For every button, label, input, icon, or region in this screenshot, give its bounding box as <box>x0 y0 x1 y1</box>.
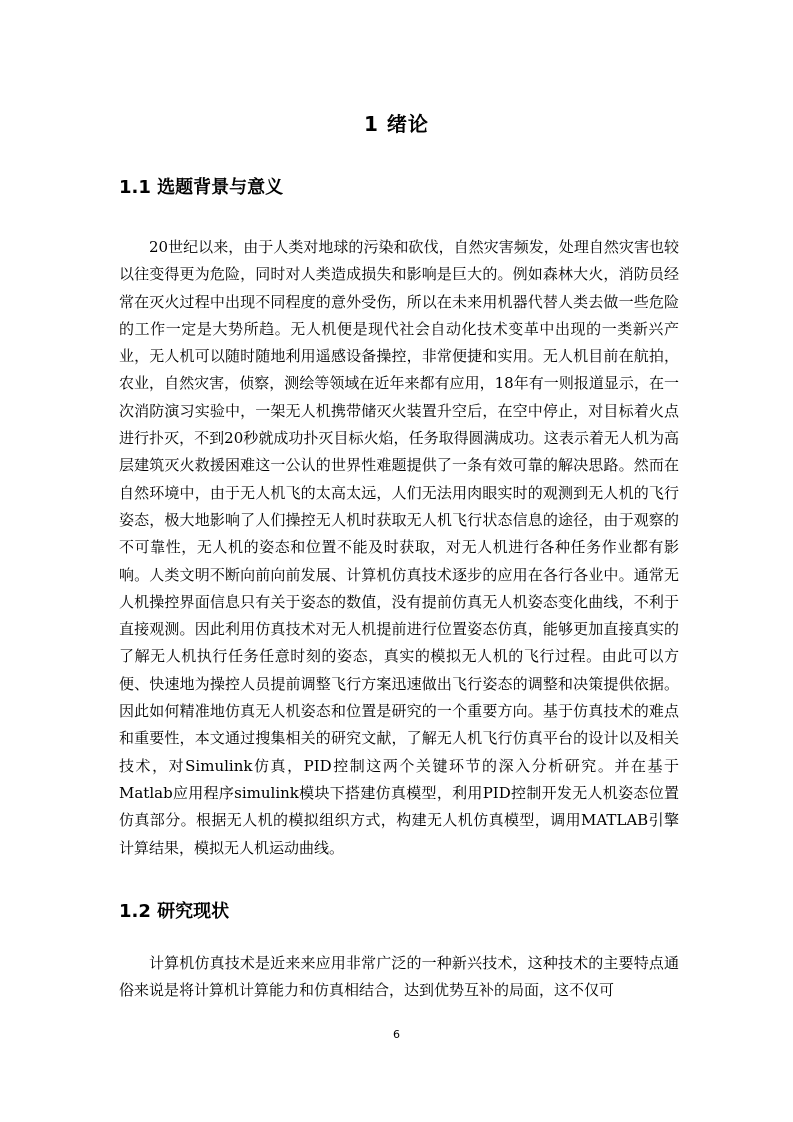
section-heading-background: 1.1 选题背景与意义 <box>119 177 284 198</box>
page-number: 6 <box>393 1028 400 1041</box>
section-heading-research-status: 1.2 研究现状 <box>119 901 230 922</box>
chapter-title: 1 绪论 <box>364 112 429 136</box>
body-paragraph-background: 20世纪以来，由于人类对地球的污染和砍伐，自然灾害频发，处理自然灾害也较以往变得更为危险，同时对人类造成损失和影响是巨大的。例如森林大火，消防员经常在灭火过程中出现不同程度的意外受伤，所以在未来用机器代替人类去做一些危险的工作一定是大势所趋。无人机便是现代社会自动化技术变革中出现的一类新兴产业，无人机可以随时随地利用遥感设备操控，非常便捷和实用。无人机目前在航拍，农业，自然灾害，侦察，测绘等领域在近年来都有应用，18年有一则报道显示，在一次消防演习实验中，一架无人机携带储灭火装置升空后，在空中停止，对目标着火点进行扑灭，不到20秒就成功扑灭目标火焰，任务取得圆满成功。这表示着无人机为高层建筑灭火救援困难这一公认的世界性难题提供了一条有效可靠的解决思路。然而在自然环境中，由于无人机飞的太高太远，人们无法用肉眼实时的观测到无人机的飞行姿态，极大地影响了人们操控无人机时获取无人机飞行状态信息的途径，由于观察的不可靠性，无人机的姿态和位置不能及时获取，对无人机进行各种任务作业都有影响。人类文明不断向前向前发展、计算机仿真技术逐步的应用在各行各业中。通常无人机操控界面信息只有关于姿态的数值，没有提前仿真无人机姿态变化曲线，不利于直接观测。因此利用仿真技术对无人机提前进行位置姿态仿真，能够更加直接真实的了解无人机执行任务任意时刻的姿态，真实的模拟无人机的飞行过程。由此可以方便、快速地为操控人员提前调整飞行方案迅速做出飞行姿态的调整和决策提供依据。因此如何精准地仿真无人机姿态和位置是研究的一个重要方向。基于仿真技术的难点和重要性，本文通过搜集相关的研究文献，了解无人机飞行仿真平台的设计以及相关技术，对Simulink仿真，PID控制这两个关键环节的深入分析研究。并在基于Matlab应用程序simulink模块下搭建仿真模型，利用PID控制开发无人机姿态位置仿真部分。根据无人机的模拟组织方式，构建无人机仿真模型，调用MATLAB引擎计算结果，模拟无人机运动曲线。 <box>119 238 679 857</box>
body-paragraph-research-status: 计算机仿真技术是近来来应用非常广泛的一种新兴技术，这种技术的主要特点通俗来说是将计算机计算能力和仿真相结合，达到优势互补的局面，这不仅可 <box>119 954 679 1000</box>
